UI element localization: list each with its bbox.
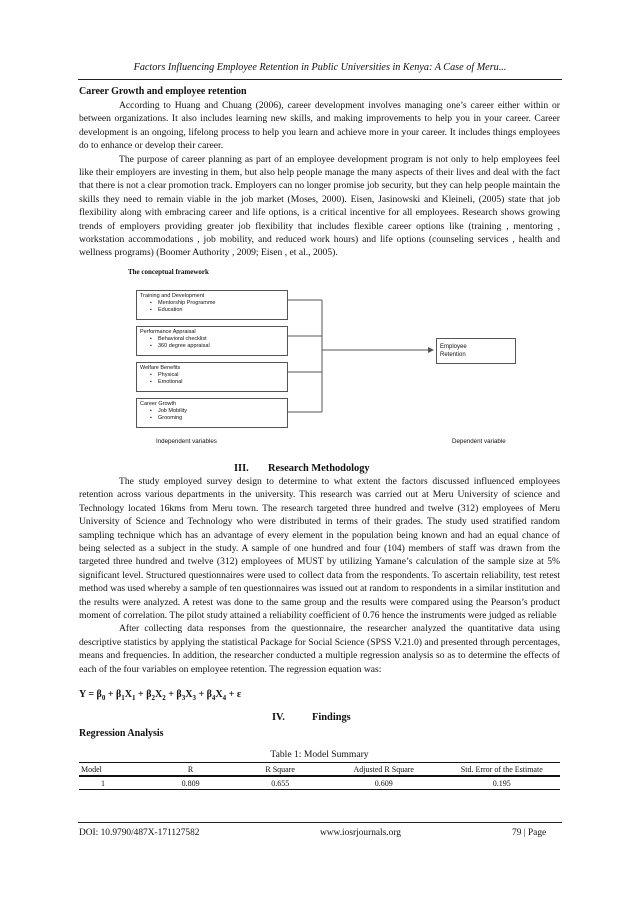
table-header-cell: Model [81,764,102,774]
table-cell: 1 [101,778,105,788]
section-title: Research Methodology [267,463,370,474]
footer-page-number: 79 | Page [512,828,547,838]
table-header-cell: R Square [265,764,295,774]
methodology-body [79,475,560,676]
box-item: ▪ Job Mobility [158,408,284,415]
model-summary-table [79,762,560,790]
box-item: ▪ Physical [158,372,284,379]
box-title: Career Growth [140,401,177,407]
footer-rule [78,822,562,823]
methodology-paragraph-2: After collecting data responses from the questionnaire, the researcher analyzed the quantitative data using descriptive statistics by applying the statistical Package for Social Science (SPSS V.21.0) and presented through percentages, means and frequencies. In addition, the researcher conducted a multiple regression analysis so as to determine the effects of each of the four variables on employee retention. The regression equation was: [79,623,560,675]
methodology-heading [234,463,370,474]
section-number: III. [234,463,249,474]
regression-equation: $Y = \beta_0 + \beta_1X_1 + \beta_2X_2 + \beta_3X_3 + \beta_4X_4 + \varepsilon$ [79,689,242,702]
table-header-row [79,763,560,775]
box-item: ▪ Education [158,307,284,314]
box-item: ▪ Emotional [158,379,284,386]
section-title: Findings [312,712,351,723]
box-performance-appraisal [136,326,288,356]
header-rule [78,79,562,80]
section-number: IV. [272,712,285,723]
dependent-line-2: Retention [440,352,466,358]
box-item: ▪ Mentorship Programme [158,300,284,307]
career-growth-body [79,99,560,260]
table-cell: 0.609 [374,778,393,788]
running-header: Factors Influencing Employee Retention in Public Universities in Kenya: A Case of Meru... [133,62,507,73]
dependent-variable-label: Dependent variable [452,438,506,445]
career-paragraph-1: According to Huang and Chuang (2006), career development involves managing one’s career either within or between organizations. It also includes learning new skills, and making improvements to help you in your career. Career development is an ongoing, lifelong process to help you learn and achieve more in your career. It includes things employees do to enhance or develop their career. [79,100,560,152]
figure-title: The conceptual framework [128,268,209,276]
box-career-growth [136,398,288,428]
box-employee-retention [436,338,516,364]
career-paragraph-2: The purpose of career planning as part of an employee development program is not only to help employees feel like their employers are investing in them, but also help people manage the many aspects of their lives and deal with the fact that there is not a clear promotion track. Employers can no longer promise job security, but they can help people maintain the skills they need to remain viable in the job market (Moses, 2000). Eisen, Jasinowski and Kleineli, (2005) state that job flexibility along with embracing career and life options, is a critical incentive for all employees. Research shows growing trends of employers providing greater job flexibility that includes flexible career options like (training , mentoring , workstation accommodations , job mobility, and reduced work hours) and life options (counseling services , health and wellness programs) (Boomer Authority , 2009; Eisen , et al., 2005). [79,153,560,259]
table-cell: 0.655 [271,778,290,788]
table-header-cell: Std. Error of the Estimate [460,764,543,774]
box-training-development [136,290,288,320]
methodology-paragraph-1: The study employed survey design to determine to what extent the factors discussed influenced employees retention across various departments in the university. This research was carried out at Meru University of science and Technology located 16kms from Meru town. The research targeted three hundred and twelve (312) employees of Meru University of Science and Technology who were distributed in terms of their grades. The study used stratified random sampling technique which has an advantage of every element in the population being known and had an equal chance of being selected as a subject in the study. A sample of one hundred and four (104) members of staff was drawn from the targeted three hundred and twelve (312) employees of MUST by utilizing Yamane’s calculation of the sample size at 5% significant level. Structured questionnaires were used to collect data from the respondents. To ascertain reliability, test retest method was used whereby a sample of ten questionnaires was issued out at random to respondents in a similar institution and the results were analyzed. A retest was done to the same group and the results were compared using the Pearson’s product moment of correlation. The pilot study attained a reliability coefficient of 0.76 hence the instruments were judged as reliable [79,476,560,622]
box-item: ▪ Grooming [158,415,284,422]
table-header-cell: Adjusted R Square [353,764,414,774]
box-item: ▪ 360 degree appraisal [158,343,284,350]
box-title: Performance Appraisal [140,329,196,335]
table-row [79,777,560,789]
table-cell: 0.195 [492,778,511,788]
table-cell: 0.809 [181,778,200,788]
box-title: Training and Development [140,293,205,299]
regression-analysis-subtitle: Regression Analysis [79,728,164,739]
table-caption: Table 1: Model Summary [270,749,369,760]
findings-heading [272,712,351,723]
footer-doi: DOI: 10.9790/487X-171127582 [79,828,200,838]
arrow-head [428,347,434,353]
dependent-line-1: Employee [440,344,467,350]
footer-website-link[interactable]: www.iosrjournals.org [320,828,401,838]
table-header-cell: R [187,764,194,774]
box-title: Welfare Benefits [140,365,181,371]
career-growth-title: Career Growth and employee retention [79,86,247,97]
independent-variables-label: Independent variables [156,438,217,445]
box-item: ▪ Behavioral checklist [158,336,284,343]
conceptual-framework-figure [120,268,540,453]
box-welfare-benefits [136,362,288,392]
